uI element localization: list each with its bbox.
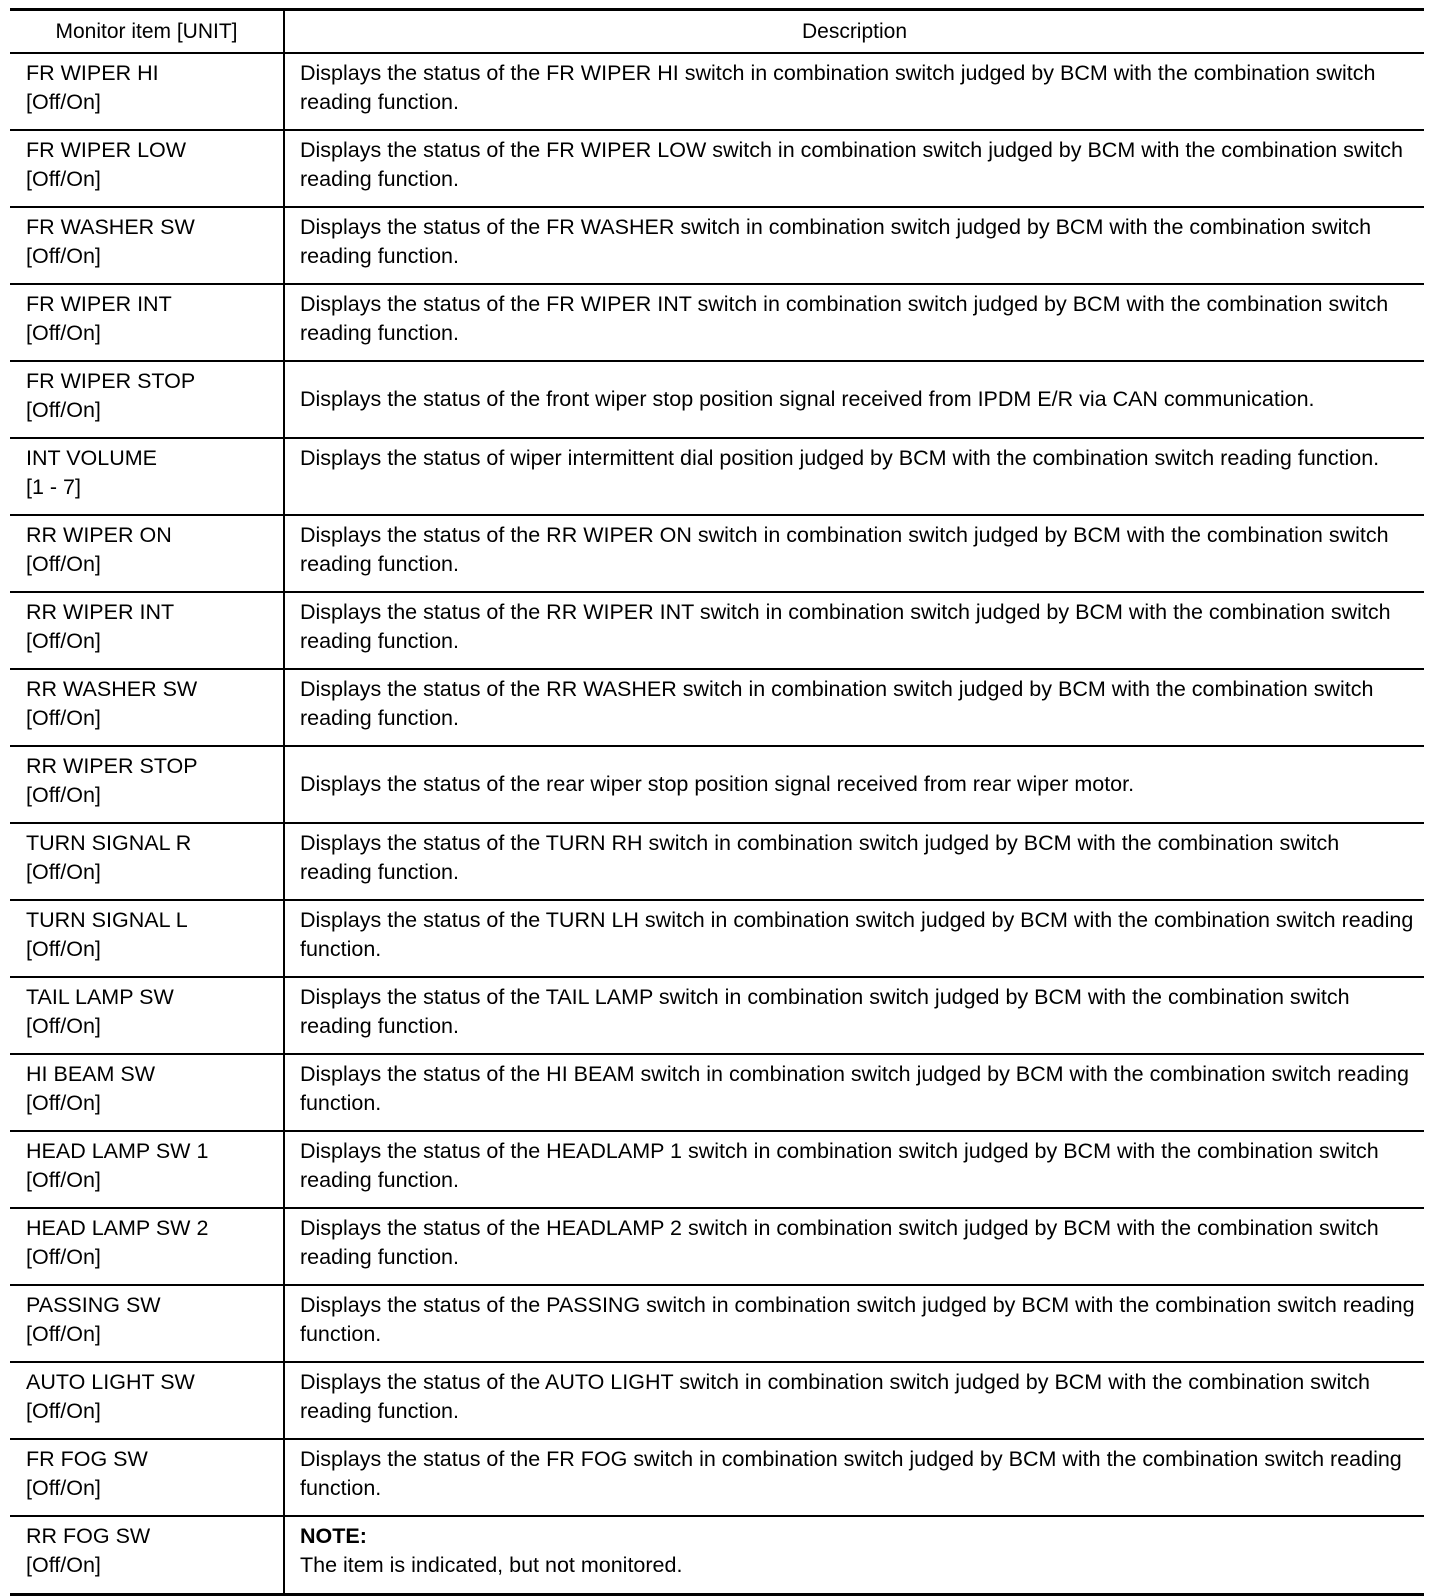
description-cell bbox=[284, 130, 1424, 207]
item-cell bbox=[10, 1208, 284, 1285]
item-unit: [Off/On] bbox=[26, 1245, 101, 1269]
item-cell bbox=[10, 669, 284, 746]
description-cell bbox=[284, 900, 1424, 977]
description-cell bbox=[284, 823, 1424, 900]
item-name: TURN SIGNAL L bbox=[26, 908, 188, 932]
item-cell bbox=[10, 207, 284, 284]
item-unit: [Off/On] bbox=[26, 167, 101, 191]
table-row bbox=[10, 1516, 1424, 1595]
item-cell bbox=[10, 1362, 284, 1439]
item-cell bbox=[10, 1054, 284, 1131]
item-cell bbox=[10, 746, 284, 823]
table-row bbox=[10, 130, 1424, 207]
table-row bbox=[10, 207, 1424, 284]
description-cell bbox=[284, 1439, 1424, 1516]
description-text: Displays the status of the RR WIPER INT switch in combination switch judged by BCM with the combination switch reading function. bbox=[300, 600, 1391, 653]
table-row bbox=[10, 669, 1424, 746]
description-text: Displays the status of the TURN LH switch in combination switch judged by BCM with the combination switch reading function. bbox=[300, 908, 1414, 961]
item-unit: [Off/On] bbox=[26, 1399, 101, 1423]
item-name: PASSING SW bbox=[26, 1293, 161, 1317]
item-name: RR FOG SW bbox=[26, 1524, 151, 1548]
description-cell bbox=[284, 746, 1424, 823]
description-text: Displays the status of the front wiper stop position signal received from IPDM E/R via CAN communication. bbox=[300, 387, 1315, 411]
item-unit: [Off/On] bbox=[26, 1553, 101, 1577]
item-cell bbox=[10, 130, 284, 207]
item-cell bbox=[10, 515, 284, 592]
table-row bbox=[10, 1054, 1424, 1131]
item-name: FR WIPER HI bbox=[26, 61, 159, 85]
item-name: TURN SIGNAL R bbox=[26, 831, 192, 855]
description-text: Displays the status of the TAIL LAMP switch in combination switch judged by BCM with the combination switch reading function. bbox=[300, 985, 1350, 1038]
note-label: NOTE: bbox=[300, 1524, 367, 1548]
item-name: RR WASHER SW bbox=[26, 677, 198, 701]
description-cell bbox=[284, 361, 1424, 438]
item-cell bbox=[10, 438, 284, 515]
item-cell bbox=[10, 1131, 284, 1208]
item-cell bbox=[10, 1439, 284, 1516]
description-cell bbox=[284, 1516, 1424, 1595]
item-unit: [1 - 7] bbox=[26, 475, 81, 499]
description-cell bbox=[284, 207, 1424, 284]
description-text: Displays the status of the RR WASHER switch in combination switch judged by BCM with the combination switch reading function. bbox=[300, 677, 1374, 730]
description-text: Displays the status of the AUTO LIGHT switch in combination switch judged by BCM with the combination switch reading function. bbox=[300, 1370, 1370, 1423]
table-row bbox=[10, 900, 1424, 977]
item-cell bbox=[10, 823, 284, 900]
item-unit: [Off/On] bbox=[26, 321, 101, 345]
item-name: AUTO LIGHT SW bbox=[26, 1370, 195, 1394]
description-text: Displays the status of the HI BEAM switch in combination switch judged by BCM with the combination switch reading function. bbox=[300, 1062, 1409, 1115]
monitor-item-sheet bbox=[10, 8, 1424, 1596]
item-cell bbox=[10, 900, 284, 977]
table-row bbox=[10, 1439, 1424, 1516]
item-name: HEAD LAMP SW 2 bbox=[26, 1216, 209, 1240]
table-row bbox=[10, 977, 1424, 1054]
description-cell bbox=[284, 1362, 1424, 1439]
item-name: HI BEAM SW bbox=[26, 1062, 156, 1086]
item-cell bbox=[10, 977, 284, 1054]
item-unit: [Off/On] bbox=[26, 783, 101, 807]
item-cell bbox=[10, 53, 284, 130]
description-cell bbox=[284, 1054, 1424, 1131]
item-unit: [Off/On] bbox=[26, 937, 101, 961]
description-text: Displays the status of the PASSING switch in combination switch judged by BCM with the combination switch reading function. bbox=[300, 1293, 1415, 1346]
table-row bbox=[10, 1131, 1424, 1208]
item-name: FR FOG SW bbox=[26, 1447, 148, 1471]
description-cell bbox=[284, 1208, 1424, 1285]
item-unit: [Off/On] bbox=[26, 1168, 101, 1192]
item-name: FR WIPER STOP bbox=[26, 369, 196, 393]
description-text: Displays the status of the FR WIPER INT switch in combination switch judged by BCM with the combination switch reading function. bbox=[300, 292, 1389, 345]
item-name: FR WIPER LOW bbox=[26, 138, 187, 162]
table-header-row bbox=[10, 10, 1424, 54]
description-cell bbox=[284, 669, 1424, 746]
item-name: TAIL LAMP SW bbox=[26, 985, 174, 1009]
item-unit: [Off/On] bbox=[26, 1014, 101, 1038]
item-unit: [Off/On] bbox=[26, 552, 101, 576]
item-unit: [Off/On] bbox=[26, 1476, 101, 1500]
table-row bbox=[10, 361, 1424, 438]
table-row bbox=[10, 1285, 1424, 1362]
item-unit: [Off/On] bbox=[26, 629, 101, 653]
description-cell bbox=[284, 592, 1424, 669]
item-unit: [Off/On] bbox=[26, 1091, 101, 1115]
monitor-item-table bbox=[10, 8, 1424, 1596]
table-row bbox=[10, 823, 1424, 900]
item-name: RR WIPER ON bbox=[26, 523, 172, 547]
description-text: Displays the status of the rear wiper stop position signal received from rear wiper motor. bbox=[300, 772, 1135, 796]
description-cell bbox=[284, 284, 1424, 361]
item-unit: [Off/On] bbox=[26, 90, 101, 114]
description-text: Displays the status of the HEADLAMP 1 switch in combination switch judged by BCM with the combination switch reading function. bbox=[300, 1139, 1379, 1192]
item-cell bbox=[10, 1516, 284, 1595]
table-row bbox=[10, 53, 1424, 130]
item-cell bbox=[10, 592, 284, 669]
table-row bbox=[10, 284, 1424, 361]
header-description: Description bbox=[284, 10, 1424, 54]
description-cell bbox=[284, 515, 1424, 592]
table-row bbox=[10, 592, 1424, 669]
table-row bbox=[10, 515, 1424, 592]
item-unit: [Off/On] bbox=[26, 1322, 101, 1346]
item-name: HEAD LAMP SW 1 bbox=[26, 1139, 209, 1163]
description-cell bbox=[284, 1131, 1424, 1208]
description-cell bbox=[284, 1285, 1424, 1362]
description-text: Displays the status of the RR WIPER ON switch in combination switch judged by BCM with the combination switch reading function. bbox=[300, 523, 1389, 576]
header-monitor-item: Monitor item [UNIT] bbox=[10, 10, 284, 54]
item-unit: [Off/On] bbox=[26, 706, 101, 730]
item-unit: [Off/On] bbox=[26, 860, 101, 884]
description-text: Displays the status of the FR WASHER switch in combination switch judged by BCM with the combination switch reading function. bbox=[300, 215, 1372, 268]
item-name: RR WIPER STOP bbox=[26, 754, 198, 778]
item-unit: [Off/On] bbox=[26, 244, 101, 268]
item-name: FR WASHER SW bbox=[26, 215, 195, 239]
item-cell bbox=[10, 1285, 284, 1362]
description-cell bbox=[284, 977, 1424, 1054]
table-row bbox=[10, 1362, 1424, 1439]
description-text: Displays the status of the HEADLAMP 2 switch in combination switch judged by BCM with the combination switch reading function. bbox=[300, 1216, 1379, 1269]
description-text: Displays the status of the FR WIPER LOW switch in combination switch judged by BCM with the combination switch reading function. bbox=[300, 138, 1403, 191]
item-cell bbox=[10, 361, 284, 438]
table-row bbox=[10, 746, 1424, 823]
description-text: The item is indicated, but not monitored. bbox=[300, 1553, 683, 1577]
description-text: Displays the status of the FR WIPER HI switch in combination switch judged by BCM with the combination switch reading function. bbox=[300, 61, 1376, 114]
description-text: Displays the status of the FR FOG switch in combination switch judged by BCM with the combination switch reading function. bbox=[300, 1447, 1402, 1500]
description-text: Displays the status of wiper intermittent dial position judged by BCM with the combination switch reading function. bbox=[300, 446, 1380, 470]
description-cell bbox=[284, 438, 1424, 515]
item-cell bbox=[10, 284, 284, 361]
table-row bbox=[10, 438, 1424, 515]
item-name: INT VOLUME bbox=[26, 446, 158, 470]
table-row bbox=[10, 1208, 1424, 1285]
description-cell bbox=[284, 53, 1424, 130]
item-name: RR WIPER INT bbox=[26, 600, 175, 624]
item-unit: [Off/On] bbox=[26, 398, 101, 422]
description-text: Displays the status of the TURN RH switch in combination switch judged by BCM with the combination switch reading function. bbox=[300, 831, 1340, 884]
item-name: FR WIPER INT bbox=[26, 292, 172, 316]
